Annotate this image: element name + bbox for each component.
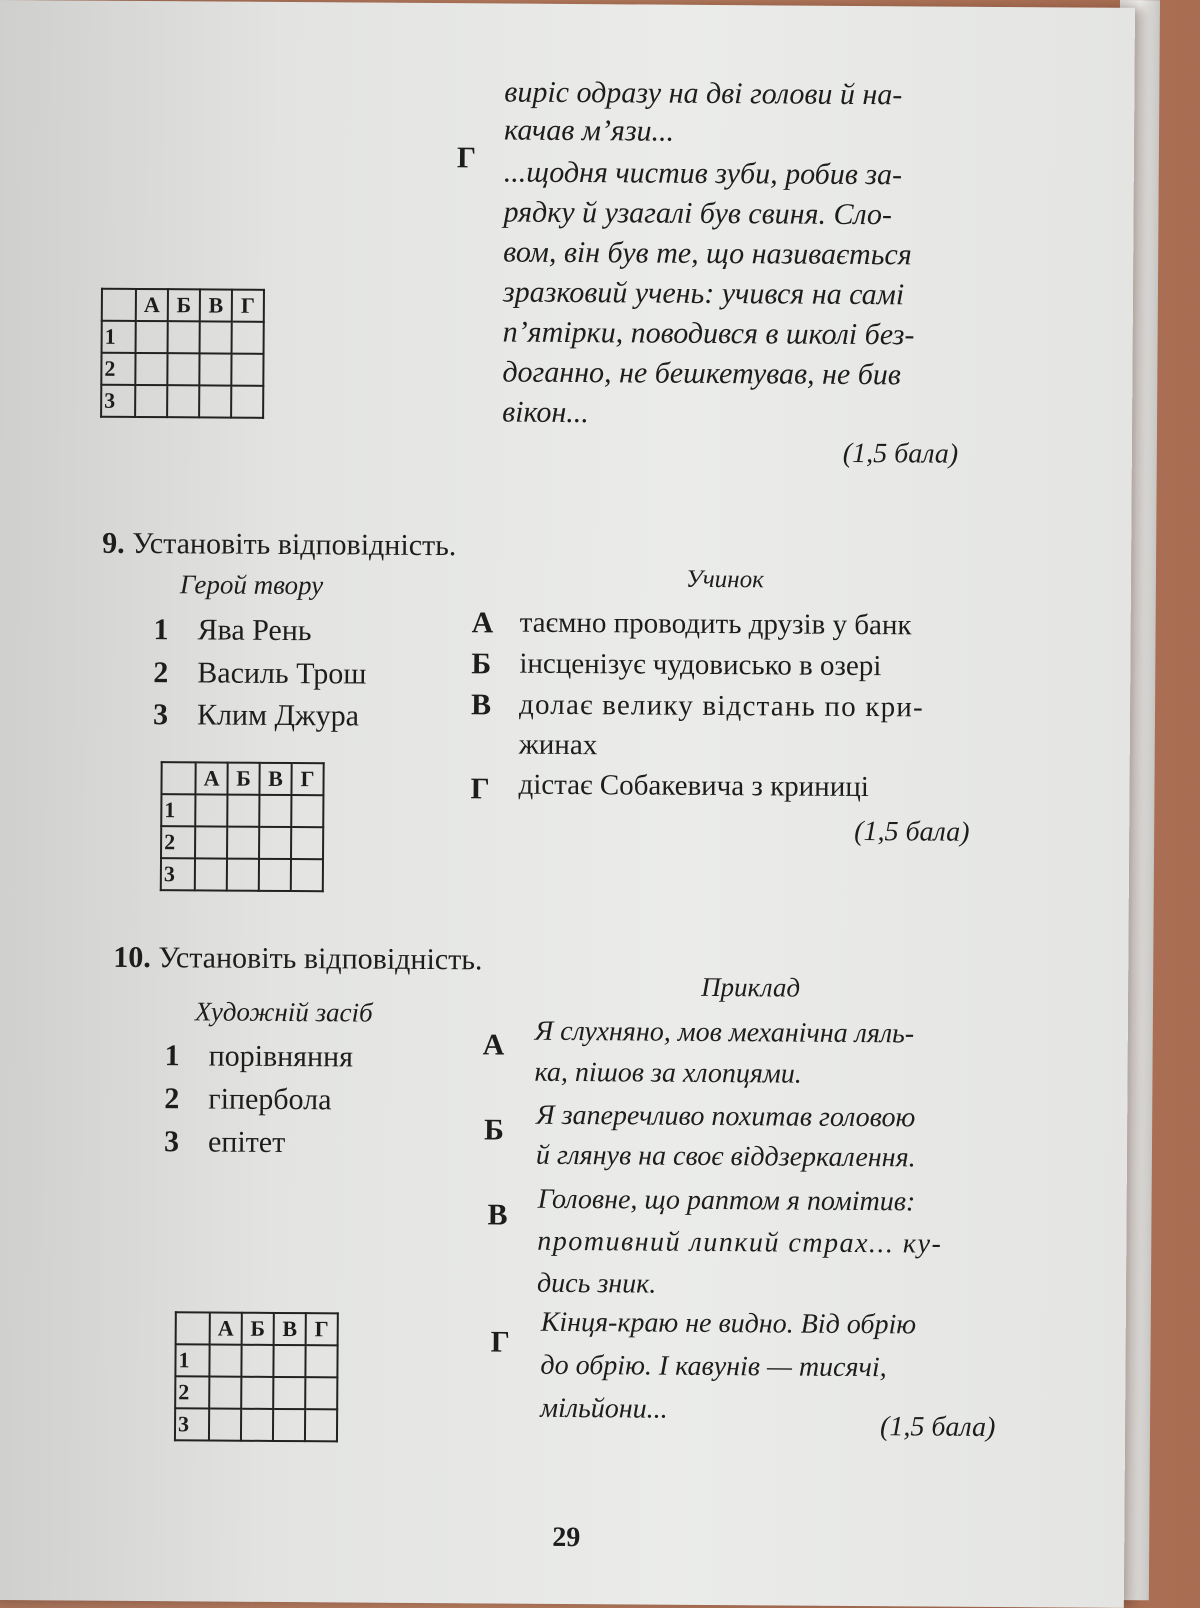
grid-row-header: 2 (175, 1376, 209, 1408)
q9-number: 9. (102, 526, 125, 560)
grid-corner (176, 1312, 210, 1344)
grid-row (161, 858, 323, 891)
q10-option-text: до обрію. І кавунів — тисячі, (540, 1349, 887, 1384)
grid-col-header: А (210, 1312, 242, 1344)
q9-heading (102, 527, 456, 563)
grid-cell[interactable] (291, 795, 323, 827)
grid-row (175, 1344, 337, 1377)
grid-col-header: Г (306, 1313, 338, 1345)
q10-heading (113, 941, 482, 978)
grid-cell[interactable] (305, 1345, 337, 1377)
grid-row (101, 353, 263, 386)
grid-corner (102, 289, 136, 321)
q10-option-text: Я заперечливо похитав головою (536, 1099, 916, 1134)
q10-item: 1 порівняння (164, 1039, 354, 1074)
q9-title: Установіть відповідність. (132, 526, 457, 563)
grid-cell[interactable] (167, 353, 199, 385)
q10-right-head: Приклад (701, 971, 801, 1003)
grid-cell[interactable] (305, 1377, 337, 1409)
grid-cell[interactable] (232, 322, 264, 354)
q9-score: (1,5 бала) (854, 815, 970, 848)
grid-cell[interactable] (273, 1377, 305, 1409)
grid-cell[interactable] (231, 354, 263, 386)
grid-header-row (161, 762, 323, 795)
q10-number: 10. (113, 940, 151, 975)
q10-option-text: мільйони... (540, 1392, 668, 1425)
grid-col-header: Б (242, 1313, 274, 1345)
q10-item: 3 епітет (163, 1125, 286, 1160)
q10-option-text: ка, пішов за хлопцями. (534, 1056, 802, 1090)
grid-cell[interactable] (305, 1409, 337, 1441)
grid-cell[interactable] (135, 353, 167, 385)
grid-cell[interactable] (199, 353, 231, 385)
q10-option-text: й глянув на своє віддзеркалення. (535, 1139, 916, 1174)
q10-score: (1,5 бала) (879, 1411, 996, 1443)
q10-option-letter: А (482, 1028, 505, 1062)
q10-option-letter: Б (484, 1113, 505, 1147)
grid-cell[interactable] (259, 859, 291, 891)
q10-item: 2 гіпербола (164, 1082, 332, 1117)
grid-cell[interactable] (195, 826, 227, 858)
continuation-line-2: качав м’язи... (503, 113, 675, 148)
grid-header-row (102, 289, 264, 322)
option-g-line-4: зразковий учень: учився на самі (502, 275, 905, 312)
q9-item: 2 Василь Трош (153, 656, 367, 691)
q10-title: Установіть відповідність. (158, 941, 483, 977)
grid-col-header: В (200, 289, 232, 321)
page-number: 29 (552, 1521, 581, 1554)
option-g-line-2: рядку й узагалі був свиня. Сло- (503, 195, 893, 232)
q10-option-text: Кінця-краю не видно. Від обрію (540, 1306, 917, 1341)
grid-row-header: 2 (101, 353, 135, 385)
grid-cell[interactable] (227, 859, 259, 891)
q9-option-text: таємно проводить друзів у банк (519, 606, 912, 642)
q9-option-text: жинах (518, 728, 598, 762)
grid-cell[interactable] (291, 859, 323, 891)
grid-col-header: В (274, 1313, 306, 1345)
option-g-line-7: вікон... (502, 395, 589, 430)
q9-right-head: Учинок (685, 565, 764, 594)
grid-cell[interactable] (273, 1345, 305, 1377)
q10-option-letter: Г (490, 1325, 510, 1359)
grid-row-header: 3 (101, 385, 135, 417)
grid-row-header: 1 (102, 321, 136, 353)
grid-row (161, 826, 323, 859)
q9-option-letter: А (471, 606, 494, 640)
option-g-letter: Г (456, 141, 477, 175)
grid-cell[interactable] (135, 385, 167, 417)
grid-col-header: Г (291, 763, 323, 795)
q9-item: 1 Ява Рень (153, 613, 312, 648)
grid-cell[interactable] (195, 794, 227, 826)
grid-row-header: 1 (161, 794, 195, 826)
grid-col-header: Б (227, 763, 259, 795)
q9-option-text: інсценізує чудовисько в озері (519, 647, 882, 683)
q10-option-letter: В (487, 1198, 508, 1232)
q10-left-head: Художній засіб (194, 996, 373, 1028)
grid-cell[interactable] (291, 827, 323, 859)
continuation-line-1: виріс одразу на дві голови й на- (504, 75, 903, 112)
grid-col-header: А (136, 289, 168, 321)
grid-cell[interactable] (209, 1408, 241, 1440)
grid-cell[interactable] (200, 321, 232, 353)
grid-row-header: 1 (175, 1344, 209, 1376)
grid-cell[interactable] (273, 1409, 305, 1441)
grid-row (175, 1408, 337, 1441)
grid-cell[interactable] (241, 1377, 273, 1409)
grid-col-header: Г (232, 290, 264, 322)
grid-header-row (176, 1312, 338, 1345)
grid-row (101, 385, 263, 418)
grid-row (175, 1376, 337, 1409)
grid-cell[interactable] (259, 827, 291, 859)
grid-cell[interactable] (231, 386, 263, 418)
q9-option-text: долає велику відстань по кри- (518, 688, 925, 724)
q9-option-letter: Б (471, 647, 492, 681)
grid-row-header: 2 (161, 826, 195, 858)
grid-cell[interactable] (227, 827, 259, 859)
q10-option-text: противний липкий страх... ку- (537, 1225, 943, 1260)
grid-row-header: 3 (161, 858, 195, 890)
grid-col-header: Б (168, 289, 200, 321)
score-top: (1,5 бала) (842, 437, 959, 470)
answer-grid-8[interactable] (100, 288, 265, 419)
grid-col-header: В (259, 763, 291, 795)
grid-row (161, 794, 323, 827)
grid-cell[interactable] (227, 795, 259, 827)
grid-cell[interactable] (199, 385, 231, 417)
grid-cell[interactable] (241, 1345, 273, 1377)
grid-cell[interactable] (259, 795, 291, 827)
option-g-line-6: доганно, не бешкетував, не бив (502, 355, 902, 392)
q10-option-text: дись зник. (536, 1267, 657, 1300)
q9-option-text: дістає Собакевича з криниці (518, 768, 869, 804)
option-g-line-3: вом, він був те, що називається (503, 235, 912, 272)
grid-row (102, 321, 264, 354)
grid-row-header: 3 (175, 1408, 209, 1440)
grid-cell[interactable] (209, 1344, 241, 1376)
grid-cell[interactable] (136, 321, 168, 353)
grid-col-header: А (195, 762, 227, 794)
answer-grid-9[interactable] (160, 761, 325, 892)
grid-cell[interactable] (167, 385, 199, 417)
grid-cell[interactable] (209, 1376, 241, 1408)
q9-item: 3 Клим Джура (152, 698, 360, 733)
q9-option-letter: Г (470, 772, 490, 806)
q9-option-letter: В (470, 688, 492, 722)
q10-option-text: Я слухняно, мов механічна ляль- (534, 1015, 915, 1050)
option-g-line-5: п’ятірки, поводився в школі без- (502, 315, 915, 352)
q9-left-head: Герой твору (179, 569, 324, 601)
q10-option-text: Головне, що раптом я помітив: (537, 1183, 916, 1218)
answer-grid-10[interactable] (174, 1311, 339, 1442)
option-g-line-1: ...щодня чистив зуби, робив за- (503, 155, 903, 192)
grid-cell[interactable] (195, 858, 227, 890)
grid-corner (161, 762, 195, 794)
grid-cell[interactable] (168, 321, 200, 353)
grid-cell[interactable] (241, 1409, 273, 1441)
